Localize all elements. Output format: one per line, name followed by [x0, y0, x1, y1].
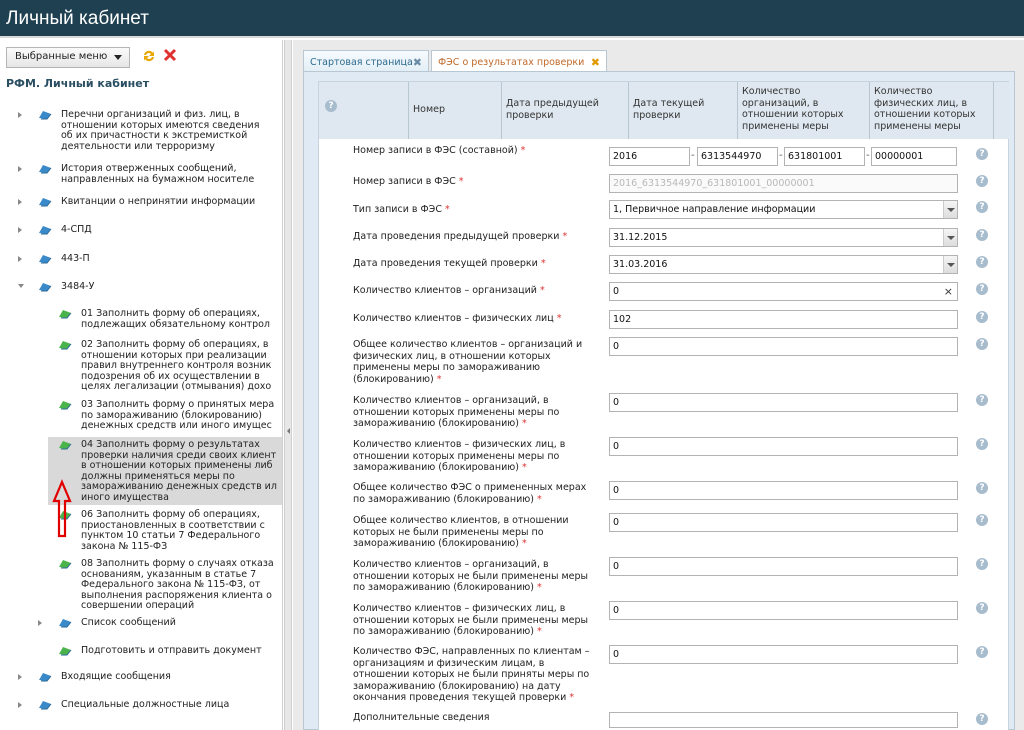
field-label [353, 176, 593, 188]
form-icon [58, 646, 72, 656]
field-label-text: Количество ФЭС, направленных по клиентам – организациям и физическим лицам, в отношении которых не были приняты меры по замораживанию (блокированию) на дату окончания проведения текущей проверки [353, 646, 590, 703]
fes-number-part-4[interactable]: 00000001 [871, 147, 957, 166]
required-mark: * [562, 231, 568, 242]
field-label [353, 603, 593, 638]
sidebar-item[interactable] [0, 107, 283, 153]
sidebar-subitem[interactable] [48, 437, 283, 505]
field-value: 0 [613, 649, 620, 660]
sidebar-item-label: Подготовить и отправить документ [81, 645, 262, 656]
sidebar [0, 40, 283, 730]
field-label-text: Тип записи в ФЭС [353, 204, 442, 215]
required-mark: * [540, 258, 546, 269]
field-label-text: Количество клиентов – физических лиц, в отношении которых применены меры по замораживанию (блокированию) [353, 439, 566, 473]
main-area [293, 40, 1024, 730]
app-header [0, 0, 1024, 38]
required-mark: * [556, 313, 562, 324]
org-not-frozen-count-input[interactable] [609, 557, 958, 576]
tab-start-page[interactable] [303, 50, 429, 71]
sidebar-subitem[interactable] [0, 615, 283, 633]
total-not-frozen-count-input[interactable] [609, 513, 958, 532]
field-label [353, 482, 593, 505]
field-value: 0 [613, 605, 620, 616]
folder-icon [38, 254, 52, 264]
form-row-fes-sent-not-frozen-count [319, 646, 1009, 703]
column-header-prev-date[interactable]: Дата предыдущей проверки [502, 82, 629, 139]
expand-right-icon[interactable] [38, 620, 42, 626]
field-label [353, 204, 593, 216]
form-row-fes-record-number-composite [319, 145, 1009, 165]
form-row-current-check-date [319, 258, 1009, 278]
folder-icon [38, 164, 52, 174]
sidebar-item-label: История отверженных сообщений, направленных на бумажном носителе [61, 163, 255, 185]
form-row-person-not-frozen-count [319, 603, 1009, 637]
form-row-total-fes-frozen-count [319, 482, 1009, 505]
expand-right-icon[interactable] [18, 674, 22, 680]
total-fes-frozen-count-input[interactable] [609, 481, 958, 500]
app-title: Личный кабинет [6, 8, 149, 29]
sidebar-item-label: 4-СПД [61, 224, 92, 235]
folder-icon [38, 225, 52, 235]
field-label-text: Общее количество клиентов – организаций и физических лиц, в отношении которых применены меры по замораживанию (блокированию) [353, 339, 583, 385]
chevron-down-icon[interactable] [943, 201, 957, 218]
column-header-number[interactable]: Номер [409, 82, 502, 139]
help-icon[interactable]: ? [976, 175, 988, 187]
sidebar-item-label: Список сообщений [81, 617, 176, 628]
help-icon[interactable]: ? [976, 148, 988, 160]
sidebar-item-label: 3484-У [61, 281, 95, 292]
field-value: 31.12.2015 [613, 232, 668, 243]
tab-label: ФЭС о результатах проверки [438, 57, 585, 68]
required-mark: * [569, 692, 575, 703]
expand-down-icon[interactable] [18, 284, 24, 288]
help-icon[interactable]: ? [325, 100, 337, 112]
field-label-text: Общее количество ФЭС о примененных мерах по замораживанию (блокированию) [353, 482, 587, 505]
field-label-text: Общее количество клиентов, в отношении которых не были применены меры по замораживанию (блокированию) [353, 515, 569, 549]
favorites-menu-label: Выбранные меню [15, 51, 108, 62]
expand-right-icon[interactable] [18, 199, 22, 205]
help-icon[interactable]: ? [976, 482, 988, 494]
field-label [353, 712, 593, 724]
expand-right-icon[interactable] [18, 256, 22, 262]
field-label-text: Дата проведения предыдущей проверки [353, 231, 560, 242]
field-value: 0 [613, 517, 620, 528]
separator: - [691, 150, 695, 161]
form-row-org-clients-count [319, 285, 1009, 305]
form-icon [58, 309, 72, 319]
sidebar-subitem[interactable] [0, 306, 283, 334]
person-clients-count-input[interactable] [609, 310, 958, 329]
sidebar-item[interactable] [0, 279, 283, 297]
fes-record-number-input[interactable] [609, 174, 958, 193]
form-row-additional-info [319, 712, 1009, 730]
required-mark: * [436, 373, 442, 385]
tab-panel [303, 71, 1015, 730]
sidebar-item-label: 06 Заполнить форму об операциях, приостановленных в соответствии с пунктом 10 статьи 7 Федерального закона № 115-ФЗ [81, 509, 265, 552]
required-mark: * [537, 582, 542, 593]
field-label [353, 313, 593, 325]
sidebar-item-label: 02 Заполнить форму об операциях, в отношении которых при реализации правил внутреннего контроля возник подозрения об их осуществлении в целях легализации (отмывания) дохо [81, 339, 272, 392]
field-label-text: Дата проведения текущей проверки [353, 258, 538, 269]
help-icon[interactable]: ? [976, 201, 988, 213]
additional-info-input[interactable] [609, 712, 958, 728]
sidebar-item[interactable] [0, 697, 283, 715]
field-label [353, 559, 593, 594]
help-icon[interactable]: ? [976, 438, 988, 450]
column-header-org-count[interactable]: Количество организаций, в отношении которых применены меры [738, 82, 870, 139]
folder-icon [58, 618, 72, 628]
sidebar-item[interactable] [0, 194, 283, 212]
delete-icon[interactable] [163, 48, 177, 62]
expand-right-icon[interactable] [18, 166, 22, 172]
help-icon[interactable]: ? [976, 311, 988, 323]
form-row-fes-record-number [319, 176, 1009, 196]
help-icon[interactable]: ? [976, 229, 988, 241]
sidebar-subitem[interactable] [0, 397, 283, 435]
required-mark: * [537, 626, 542, 637]
sidebar-item[interactable] [0, 161, 283, 189]
form-row-org-frozen-count [319, 395, 1009, 429]
field-value: 0 [613, 485, 620, 496]
tab-fes-check-results[interactable] [431, 50, 607, 72]
required-mark: * [537, 493, 542, 505]
sidebar-splitter[interactable] [284, 40, 292, 730]
fes-record-type-select[interactable] [609, 200, 958, 219]
section-title: РФМ. Личный кабинет [6, 77, 150, 90]
close-icon[interactable]: ✖ [590, 56, 600, 69]
sidebar-subitem[interactable] [0, 643, 283, 661]
tab-label: Стартовая страница [310, 57, 413, 68]
required-mark: * [520, 145, 526, 156]
field-label [353, 231, 593, 243]
folder-icon [38, 672, 52, 682]
help-icon[interactable]: ? [976, 283, 988, 295]
column-header-current-date[interactable]: Дата текущей проверки [629, 82, 738, 139]
form-icon [58, 559, 72, 569]
sidebar-item-label: Входящие сообщения [61, 671, 171, 682]
required-mark: * [522, 462, 527, 473]
folder-icon [38, 700, 52, 710]
current-check-date-select[interactable] [609, 255, 958, 274]
form-icon [58, 440, 72, 450]
sidebar-item-label: 443-П [61, 253, 90, 264]
sidebar-item[interactable] [0, 669, 283, 687]
collapse-icon[interactable] [287, 428, 290, 434]
sidebar-item-label: 08 Заполнить форму о случаях отказа основаниям, указанным в статье 7 Федерального закона № 115-ФЗ, от выполнения распоряжения клиента о совершении операций [81, 558, 274, 611]
chevron-down-icon[interactable] [943, 256, 957, 273]
field-label [353, 339, 593, 385]
field-label-text: Количество клиентов – организаций [353, 285, 537, 296]
folder-icon [38, 197, 52, 207]
prev-check-date-select[interactable] [609, 228, 958, 247]
field-label [353, 285, 593, 297]
close-icon[interactable]: ✖ [412, 56, 422, 69]
help-icon[interactable]: ? [976, 713, 988, 725]
form-row-org-not-frozen-count [319, 559, 1009, 593]
separator: - [779, 150, 783, 161]
field-label [353, 515, 593, 550]
field-value: 102 [613, 314, 632, 325]
required-mark: * [539, 285, 545, 296]
form-row-total-frozen-count [319, 339, 1009, 385]
grid-header [319, 82, 1009, 139]
field-label [353, 395, 593, 430]
folder-icon [38, 110, 52, 120]
org-clients-count-input[interactable] [609, 282, 958, 301]
help-icon[interactable]: ? [976, 558, 988, 570]
total-frozen-count-input[interactable] [609, 337, 958, 356]
field-value: 31.03.2016 [613, 259, 668, 270]
sidebar-item[interactable] [0, 222, 283, 240]
sidebar-item-label: 01 Заполнить форму об операциях, подлежащих обязательному контрол [81, 308, 271, 330]
refresh-icon[interactable] [142, 49, 156, 63]
required-mark: * [522, 538, 527, 549]
field-value: 0 [613, 286, 620, 297]
form-icon [58, 400, 72, 410]
sidebar-item-label: Специальные должностные лица [61, 699, 230, 710]
person-not-frozen-count-input[interactable] [609, 601, 958, 620]
required-mark: * [522, 418, 527, 429]
field-label [353, 646, 593, 704]
form-row-prev-check-date [319, 231, 1009, 251]
clear-icon[interactable]: × [943, 285, 953, 298]
red-arrow-annotation [52, 479, 72, 539]
expand-right-icon[interactable] [18, 112, 22, 118]
form-icon [58, 340, 72, 350]
org-frozen-count-input[interactable] [609, 393, 958, 412]
field-value: 0 [613, 341, 620, 352]
fes-number-part-1[interactable]: 2016 [609, 147, 690, 166]
field-label [353, 258, 593, 270]
expand-right-icon[interactable] [18, 702, 22, 708]
required-mark: * [458, 176, 464, 187]
grid-help-column [319, 82, 409, 139]
field-value: 2016_6313544970_631801001_00000001 [613, 178, 815, 189]
sidebar-item-label: 04 Заполнить форму о результатах проверки наличия среди своих клиент в отношении которых применены либ должны применяться меры по замораживанию денежных средств ил иного имущества [81, 439, 277, 503]
sidebar-item[interactable] [0, 251, 283, 269]
help-icon[interactable]: ? [976, 394, 988, 406]
sidebar-subitem[interactable] [0, 337, 283, 396]
field-label-text: Номер записи в ФЭС (составной) [353, 145, 518, 156]
sidebar-item-label: Перечни организаций и физ. лиц, в отношении которых имеются сведения об их причастности к экстремисткой деятельности или терроризму [61, 109, 260, 152]
field-value: 0 [613, 397, 620, 408]
form-row-total-not-frozen-count [319, 515, 1009, 549]
sidebar-subitem[interactable] [0, 507, 283, 555]
sidebar-item-label: Квитанции о непринятии информации [61, 196, 256, 207]
field-label-text: Дополнительные сведения [353, 712, 490, 723]
help-icon[interactable]: ? [976, 256, 988, 268]
field-label-text: Количество клиентов – физических лиц, в отношении которых не были применены меры по замораживанию (блокированию) [353, 603, 589, 637]
form-row-fes-record-type [319, 204, 1009, 224]
field-value: 0 [613, 441, 620, 452]
column-header-person-count[interactable]: Количество физических лиц, в отношении которых применены меры [870, 82, 994, 139]
field-label-text: Номер записи в ФЭС [353, 176, 456, 187]
fes-number-part-2[interactable]: 6313544970 [697, 147, 778, 166]
chevron-down-icon[interactable] [943, 229, 957, 246]
form-row-person-frozen-count [319, 439, 1009, 473]
field-label-text: Количество клиентов – организаций, в отношении которых не были применены меры по замораживанию (блокированию) [353, 559, 589, 593]
help-icon[interactable]: ? [976, 646, 988, 658]
fes-number-part-3[interactable]: 631801001 [784, 147, 865, 166]
field-label-text: Количество клиентов – организаций, в отношении которых применены меры по замораживанию (блокированию) [353, 395, 560, 429]
help-icon[interactable]: ? [976, 602, 988, 614]
sidebar-subitem[interactable] [0, 556, 283, 615]
help-icon[interactable]: ? [976, 338, 988, 350]
expand-right-icon[interactable] [18, 227, 22, 233]
help-icon[interactable]: ? [976, 514, 988, 526]
field-label [353, 145, 593, 157]
field-label-text: Количество клиентов – физических лиц [353, 313, 554, 324]
separator: - [866, 150, 870, 161]
folder-icon [38, 282, 52, 292]
field-value: 0 [613, 561, 620, 572]
form-content [318, 81, 1009, 730]
chevron-down-icon [114, 55, 122, 60]
favorites-menu-select[interactable] [6, 47, 130, 68]
sidebar-item-label: 03 Заполнить форму о принятых мера по замораживанию (блокированию) денежных средств или иного имущес [81, 399, 275, 431]
field-label [353, 439, 593, 474]
person-frozen-count-input[interactable] [609, 437, 958, 456]
form-row-person-clients-count [319, 313, 1009, 333]
required-mark: * [444, 204, 450, 215]
fes-sent-not-frozen-count-input[interactable] [609, 645, 958, 664]
field-value: 1, Первичное направление информации [613, 204, 816, 215]
